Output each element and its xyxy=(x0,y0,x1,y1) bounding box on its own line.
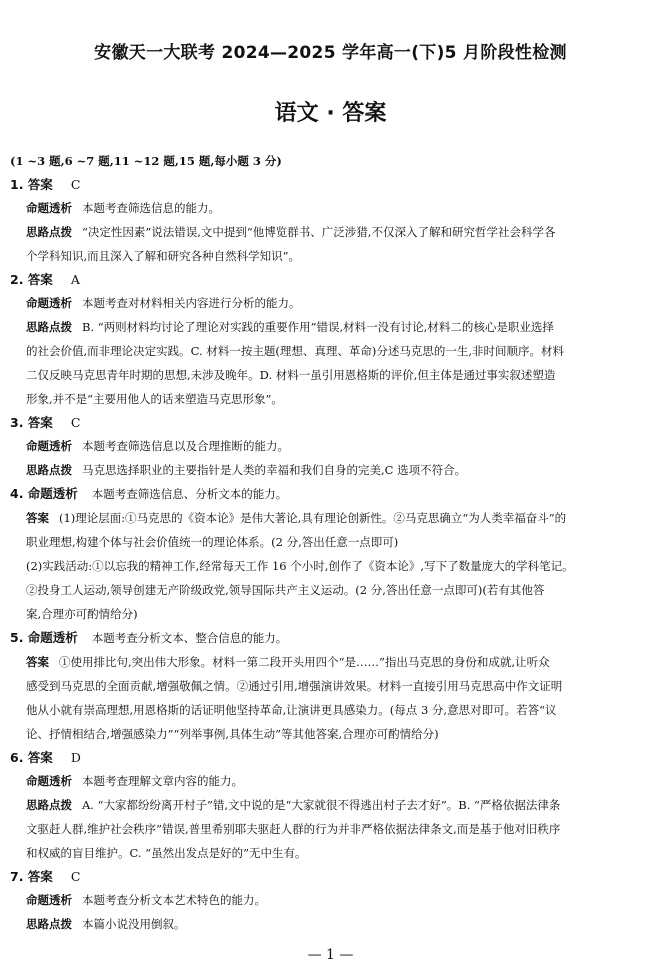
field-label: 命题透析 xyxy=(26,201,72,215)
field-label: 答案 xyxy=(26,511,49,525)
field-continuation xyxy=(10,339,651,363)
question-header xyxy=(10,268,651,291)
question-header xyxy=(10,411,651,434)
field-continuation xyxy=(10,698,651,722)
field-continuation xyxy=(10,602,651,626)
field-continuation xyxy=(10,578,651,602)
question-block xyxy=(10,626,651,746)
answer-content xyxy=(10,150,651,936)
field-text: A. “大家都纷纷离开村子”错,文中说的是“大家就很不得逃出村子去才好”。B. “严格依据法律条 xyxy=(82,798,561,812)
field-label: 命题透析 xyxy=(26,296,72,310)
question-block xyxy=(10,173,651,268)
question-number: 7. 答案 xyxy=(10,869,53,884)
field-label: 思路点拨 xyxy=(26,463,72,477)
field-label: 答案 xyxy=(26,655,49,669)
field-row xyxy=(10,458,651,482)
field-text: 论、抒情相结合,增强感染力”“列举事例,具体生动”等其他答案,合理亦可酌情给分) xyxy=(26,727,439,741)
question-header xyxy=(10,865,651,888)
field-text: 形象,并不是“主要用他人的话来塑造马克思形象”。 xyxy=(26,392,283,406)
field-label: 思路点拨 xyxy=(26,798,72,812)
question-number: 2. 答案 xyxy=(10,272,53,287)
answer-letter: C xyxy=(70,869,81,884)
field-text: 本题考查分析文本艺术特色的能力。 xyxy=(82,893,266,907)
question-header xyxy=(10,626,651,650)
question-number: 5. 命题透析 xyxy=(10,630,78,645)
field-text: ①使用排比句,突出伟大形象。材料一第二段开头用四个“是……”指出马克思的身份和成就,让听众 xyxy=(59,655,550,669)
question-header xyxy=(10,482,651,506)
document-subtitle: 语文 · 答案 xyxy=(274,101,387,126)
field-continuation xyxy=(10,554,651,578)
field-label: 命题透析 xyxy=(26,893,72,907)
field-text: B. “两则材料均讨论了理论对实践的重要作用”错误,材料一没有讨论,材料二的核心是职业选择 xyxy=(82,320,554,334)
field-text: 和权威的盲目维护。C. “虽然出发点是好的”无中生有。 xyxy=(26,846,307,860)
field-row xyxy=(10,912,651,936)
field-row xyxy=(10,650,651,674)
field-text: 本篇小说没用倒叙。 xyxy=(82,917,186,931)
field-row xyxy=(10,434,651,458)
question-block xyxy=(10,411,651,482)
answer-letter: C xyxy=(70,177,81,192)
field-row xyxy=(10,315,651,339)
field-continuation xyxy=(10,244,651,268)
field-continuation xyxy=(10,363,651,387)
field-continuation xyxy=(10,530,651,554)
field-text: (1)理论层面:①马克思的《资本论》是伟大著论,具有理论创新性。②马克思确立“为人类幸福奋斗”的 xyxy=(59,511,567,525)
field-text: 二仅反映马克思青年时期的思想,未涉及晚年。D. 材料一虽引用恩格斯的评价,但主体是通过事实叙述塑造 xyxy=(26,368,556,382)
question-analysis: 本题考查分析文本、整合信息的能力。 xyxy=(91,631,288,645)
answer-letter: C xyxy=(70,415,81,430)
field-continuation xyxy=(10,722,651,746)
question-analysis: 本题考查筛选信息、分析文本的能力。 xyxy=(91,487,288,501)
question-number: 4. 命题透析 xyxy=(10,486,78,501)
field-row xyxy=(10,506,651,530)
field-continuation xyxy=(10,387,651,411)
field-text: “决定性因素”说法错误,文中提到“他博览群书、广泛涉猎,不仅深入了解和研究哲学社会科学各 xyxy=(82,225,556,239)
field-continuation xyxy=(10,817,651,841)
question-block xyxy=(10,268,651,411)
field-text: 本题考查理解文章内容的能力。 xyxy=(82,774,243,788)
field-text: ②投身工人运动,领导创建无产阶级政党,领导国际共产主义运动。(2 分,答出任意一点即可)(若有其他答 xyxy=(26,583,545,597)
question-header xyxy=(10,746,651,769)
answer-letter: A xyxy=(70,272,80,287)
field-text: 案,合理亦可酌情给分) xyxy=(26,607,138,621)
question-number: 3. 答案 xyxy=(10,415,53,430)
question-list xyxy=(10,173,651,936)
field-row xyxy=(10,888,651,912)
question-block xyxy=(10,746,651,865)
scoring-note: (1 ~3 题,6 ~7 题,11 ~12 题,15 题,每小题 3 分) xyxy=(10,154,282,168)
field-row xyxy=(10,220,651,244)
answer-letter: D xyxy=(70,750,81,765)
field-text: 本题考查筛选信息以及合理推断的能力。 xyxy=(82,439,289,453)
field-continuation xyxy=(10,674,651,698)
field-text: 马克思选择职业的主要指针是人类的幸福和我们自身的完美,C 选项不符合。 xyxy=(82,463,467,477)
field-row xyxy=(10,769,651,793)
field-label: 思路点拨 xyxy=(26,917,72,931)
question-block xyxy=(10,865,651,936)
field-text: 文驱赶人群,维护社会秩序”错误,普里希别耶夫驱赶人群的行为并非严格依据法律条文,而是基于他对旧秩序 xyxy=(26,822,561,836)
question-number: 1. 答案 xyxy=(10,177,53,192)
field-text: 他从小就有崇高理想,用恩格斯的话证明他坚持革命,让演讲更具感染力。(每点 3 分,意思对即可。若答“议 xyxy=(26,703,557,717)
field-text: 感受到马克思的全面贡献,增强敬佩之情。②通过引用,增强演讲效果。材料一直接引用马克思高中作文证明 xyxy=(26,679,563,693)
field-text: 个学科知识,而且深入了解和研究各种自然科学知识”。 xyxy=(26,249,301,263)
field-row xyxy=(10,291,651,315)
field-label: 命题透析 xyxy=(26,774,72,788)
field-text: 职业理想,构建个体与社会价值统一的理论体系。(2 分,答出任意一点即可) xyxy=(26,535,399,549)
document-title: 安徽天一大联考 2024—2025 学年高一(下)5 月阶段性检测 xyxy=(94,43,567,63)
field-row xyxy=(10,196,651,220)
field-label: 思路点拨 xyxy=(26,320,72,334)
field-label: 思路点拨 xyxy=(26,225,72,239)
question-header xyxy=(10,173,651,196)
question-block xyxy=(10,482,651,626)
field-text: 本题考查筛选信息的能力。 xyxy=(82,201,220,215)
question-number: 6. 答案 xyxy=(10,750,53,765)
field-row xyxy=(10,793,651,817)
field-continuation xyxy=(10,841,651,865)
page-number: — 1 — xyxy=(307,947,354,963)
field-text: 的社会价值,而非理论决定实践。C. 材料一按主题(理想、真理、革命)分述马克思的一生,非时间顺序。材料 xyxy=(26,344,564,358)
field-text: 本题考查对材料相关内容进行分析的能力。 xyxy=(82,296,301,310)
field-label: 命题透析 xyxy=(26,439,72,453)
field-text: (2)实践活动:①以忘我的精神工作,经常每天工作 16 个小时,创作了《资本论》,写下了数量庞大的学科笔记。 xyxy=(26,559,574,573)
